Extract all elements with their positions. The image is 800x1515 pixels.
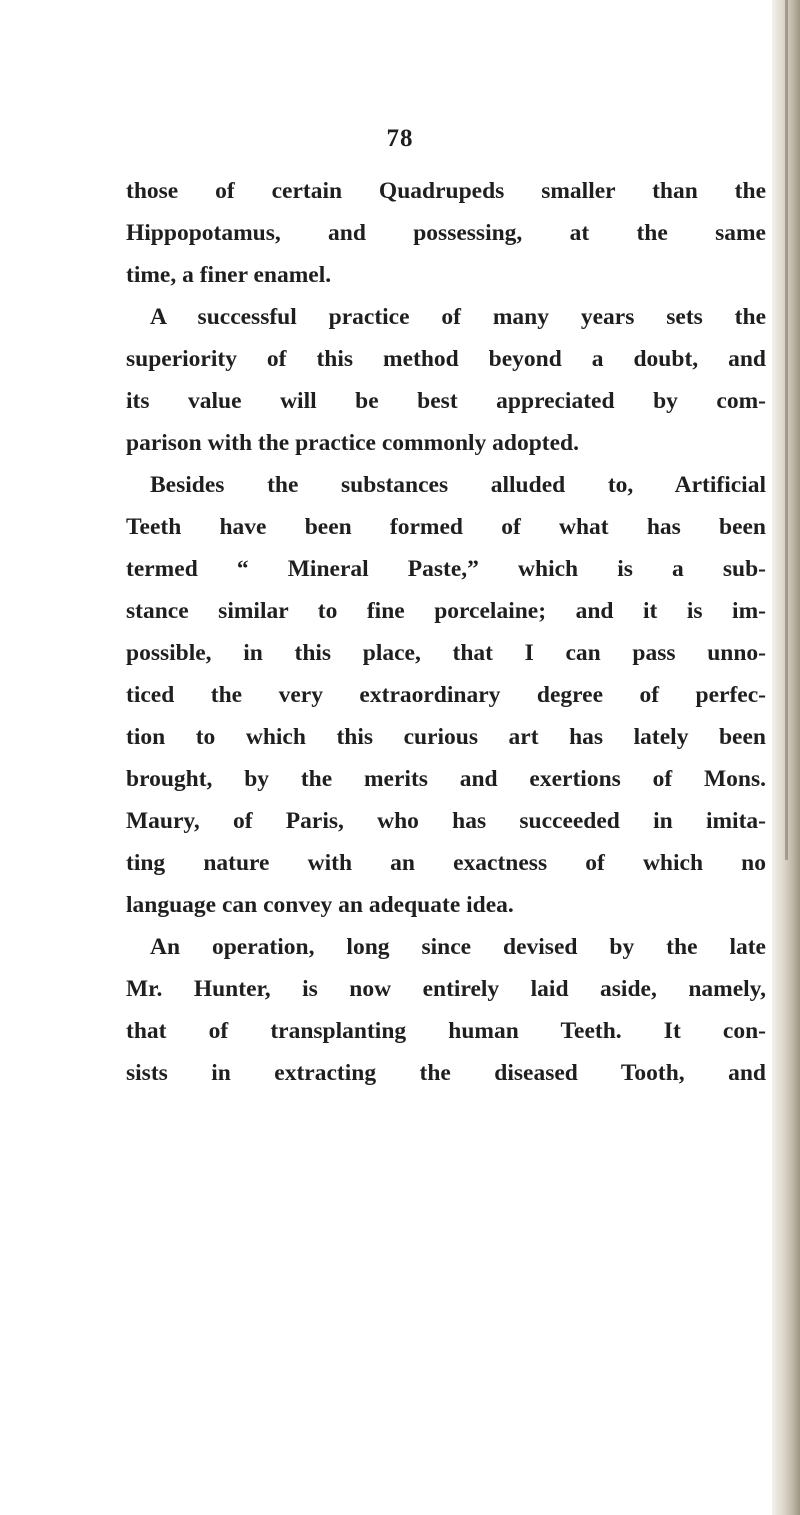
text-line: superiority of this method beyond a doubt, and: [126, 346, 766, 372]
text-line: that of transplanting human Teeth. It con-: [126, 1018, 766, 1044]
body-text: [126, 170, 766, 1094]
text-line: Teeth have been formed of what has been: [126, 514, 766, 540]
text-line: ting nature with an exactness of which no: [126, 850, 766, 876]
text-line: language can convey an adequate idea.: [126, 892, 514, 918]
text-line: brought, by the merits and exertions of Mons.: [126, 766, 766, 792]
page-number: 78: [386, 125, 414, 152]
text-line: ticed the very extraordinary degree of perfec-: [126, 682, 766, 708]
text-line: its value will be best appreciated by com-: [126, 388, 766, 414]
text-line: time, a finer enamel.: [126, 262, 332, 288]
paragraph-start-line: Besides the substances alluded to, Artificial: [150, 472, 766, 498]
text-line: tion to which this curious art has lately been: [126, 724, 766, 750]
text-line: sists in extracting the diseased Tooth, and: [126, 1060, 766, 1086]
text-line: possible, in this place, that I can pass unno-: [126, 640, 766, 666]
text-line: Hippopotamus, and possessing, at the same: [126, 220, 766, 246]
page-gutter-edge: [772, 0, 800, 1515]
paragraph-start-line: A successful practice of many years sets the: [150, 304, 766, 330]
text-line: Mr. Hunter, is now entirely laid aside, namely,: [126, 976, 766, 1002]
text-line: parison with the practice commonly adopted.: [126, 430, 580, 456]
gutter-shadow-line: [785, 0, 788, 860]
text-line: stance similar to fine porcelaine; and it is im-: [126, 598, 766, 624]
text-line: those of certain Quadrupeds smaller than the: [126, 178, 766, 204]
text-line: Maury, of Paris, who has succeeded in imita-: [126, 808, 766, 834]
paragraph-start-line: An operation, long since devised by the late: [150, 934, 766, 960]
text-line: termed “ Mineral Paste,” which is a sub-: [126, 556, 766, 582]
